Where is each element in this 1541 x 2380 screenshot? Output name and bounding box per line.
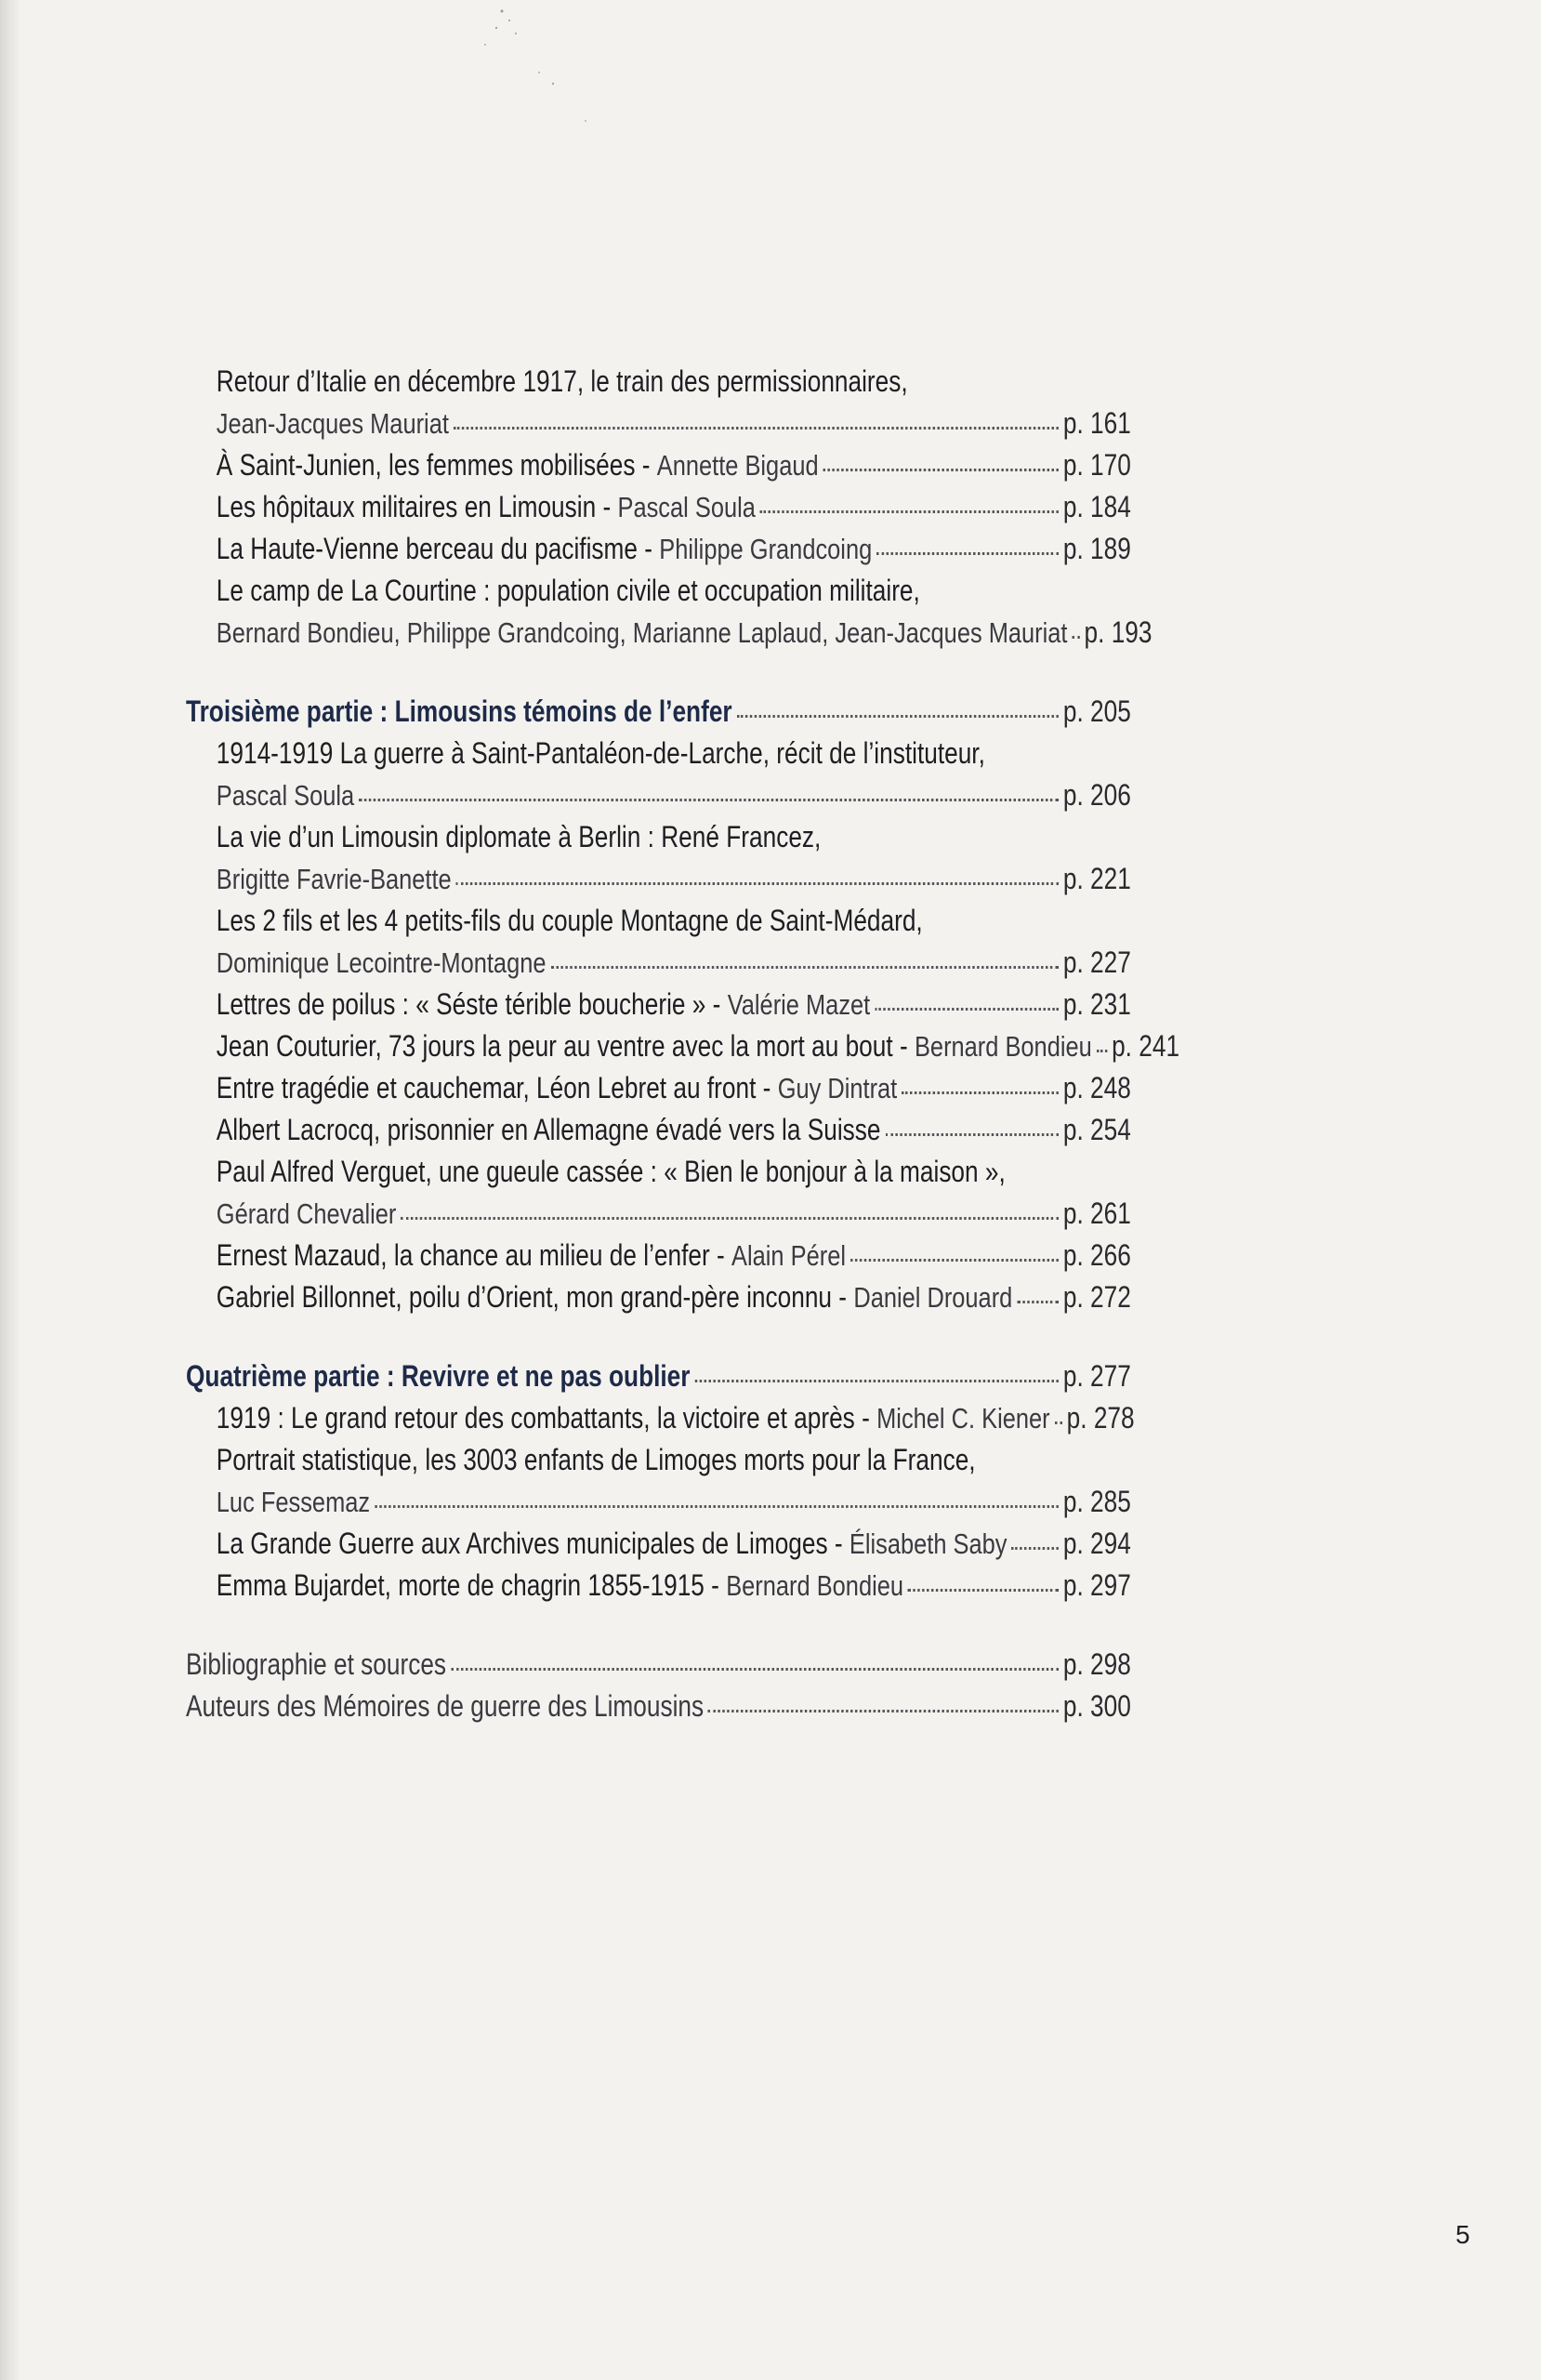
toc-entry-author: Brigitte Favrie-Banette xyxy=(216,863,452,895)
dot-leader xyxy=(401,1217,1059,1220)
toc-entry xyxy=(186,1523,1131,1565)
toc-part-title: Quatrième partie : Revivre et ne pas oublier xyxy=(186,1359,691,1393)
toc-entry-page: p. 297 xyxy=(1062,1568,1131,1602)
toc-entry-title xyxy=(186,1439,1131,1481)
toc-entry-author: Pascal Soula xyxy=(216,779,355,812)
toc-entry-page: p. 231 xyxy=(1062,987,1131,1021)
dot-leader xyxy=(708,1710,1059,1712)
toc-entry-title xyxy=(186,361,1131,403)
toc-entry-title-text: Jean Couturier, 73 jours la peur au ventre avec la mort au bout - xyxy=(216,1029,908,1063)
toc-entry-title xyxy=(186,733,1131,774)
dot-leader xyxy=(454,427,1059,430)
toc-entry xyxy=(186,1193,1131,1235)
dot-leader xyxy=(760,510,1059,513)
toc-entry-page: p. 221 xyxy=(1062,862,1131,895)
toc-part-page: p. 277 xyxy=(1062,1359,1131,1393)
toc-back-matter-entry xyxy=(186,1644,1131,1686)
toc-entry-title-text: Gabriel Billonnet, poilu d’Orient, mon grand-père inconnu - xyxy=(216,1280,848,1314)
toc-entry-page: p. 294 xyxy=(1062,1527,1131,1560)
toc-entry-author: Bernard Bondieu xyxy=(726,1569,904,1602)
toc-entry xyxy=(186,486,1131,528)
toc-entry-author: Dominique Lecointre-Montagne xyxy=(216,946,547,979)
toc-entry-author: Alain Pérel xyxy=(731,1239,846,1272)
toc-entry-title-text: Auteurs des Mémoires de guerre des Limousins xyxy=(186,1689,705,1723)
toc-entry xyxy=(186,984,1131,1025)
dot-leader xyxy=(694,1380,1059,1382)
toc-entry-page: p. 298 xyxy=(1062,1647,1131,1681)
toc-entry xyxy=(186,1109,1131,1151)
dot-leader xyxy=(875,1008,1059,1011)
toc-entry-page: p. 300 xyxy=(1062,1689,1131,1723)
dot-leader xyxy=(1097,1050,1107,1052)
toc-entry-page: p. 248 xyxy=(1062,1071,1131,1104)
toc-entry-page: p. 170 xyxy=(1062,448,1131,482)
toc-entry xyxy=(186,1565,1131,1606)
toc-entry xyxy=(186,1276,1131,1318)
toc-entry xyxy=(186,1235,1131,1276)
toc-entry-author: Daniel Drouard xyxy=(853,1281,1013,1314)
toc-entry-title-text: 1914-1919 La guerre à Saint-Pantaléon-de-Larche, récit de l’instituteur, xyxy=(216,736,985,770)
dot-leader xyxy=(1055,1421,1062,1424)
toc-entry-author: Bernard Bondieu, Philippe Grandcoing, Marianne Laplaud, Jean-Jacques Mauriat xyxy=(216,616,1068,649)
dot-leader xyxy=(550,966,1059,969)
toc-entry-author: Michel C. Kiener xyxy=(876,1402,1050,1435)
toc-entry-page: p. 161 xyxy=(1062,406,1131,440)
toc-entry-title-text: 1919 : Le grand retour des combattants, la victoire et après - xyxy=(216,1401,870,1435)
paper-speckle xyxy=(400,0,641,139)
toc-entry-title-text: Les hôpitaux militaires en Limousin - xyxy=(216,490,612,523)
toc-entry xyxy=(186,528,1131,570)
toc-entry-author: Annette Bigaud xyxy=(656,449,819,482)
toc-entry-page: p. 193 xyxy=(1084,615,1152,649)
dot-leader xyxy=(902,1091,1059,1094)
toc-entry-title xyxy=(186,570,1131,612)
dot-leader xyxy=(1017,1301,1059,1303)
dot-leader xyxy=(850,1259,1059,1262)
toc-entry-author: Gérard Chevalier xyxy=(216,1197,397,1230)
toc-entry xyxy=(186,403,1131,444)
toc-entry xyxy=(186,942,1131,984)
toc-entry-title-text: La vie d’un Limousin diplomate à Berlin : René Francez, xyxy=(216,820,822,853)
toc-entry-title-text: Entre tragédie et cauchemar, Léon Lebret au front - xyxy=(216,1071,771,1104)
toc-entry-title-text: Albert Lacrocq, prisonnier en Allemagne évadé vers la Suisse xyxy=(216,1113,881,1146)
toc-entry-page: p. 254 xyxy=(1062,1113,1131,1146)
toc-entry-author: Guy Dintrat xyxy=(777,1072,898,1104)
toc-entry xyxy=(186,612,1152,654)
toc-back-matter-entry xyxy=(186,1686,1131,1727)
toc-part-heading xyxy=(186,1355,1131,1397)
toc-entry-title xyxy=(186,1151,1131,1193)
toc-part-page: p. 205 xyxy=(1062,694,1131,728)
toc-entry-title-text: La Grande Guerre aux Archives municipales de Limoges - xyxy=(216,1527,843,1560)
dot-leader xyxy=(876,552,1059,555)
toc-entry-title-text: Emma Bujardet, morte de chagrin 1855-1915 - xyxy=(216,1568,719,1602)
toc-entry-page: p. 206 xyxy=(1062,778,1131,812)
toc-entry-page: p. 189 xyxy=(1062,532,1131,565)
toc-entry xyxy=(186,1481,1131,1523)
toc-entry-title-text: Ernest Mazaud, la chance au milieu de l’enfer - xyxy=(216,1238,725,1272)
dot-leader xyxy=(451,1668,1059,1671)
toc-entry-page: p. 272 xyxy=(1062,1280,1131,1314)
toc-entry xyxy=(186,1397,1135,1439)
dot-leader xyxy=(1011,1547,1058,1550)
toc-entry-title-text: La Haute-Vienne berceau du pacifisme - xyxy=(216,532,653,565)
toc-part-title: Troisième partie : Limousins témoins de l’enfer xyxy=(186,694,732,728)
dot-leader xyxy=(823,469,1059,471)
page-number: 5 xyxy=(1455,2220,1470,2249)
toc-entry-author: Élisabeth Saby xyxy=(849,1527,1008,1560)
toc-entry-title-text: Paul Alfred Verguet, une gueule cassée : « Bien le bonjour à la maison », xyxy=(216,1155,1006,1188)
dot-leader xyxy=(737,715,1059,718)
dot-leader xyxy=(908,1589,1059,1592)
toc-entry-author: Pascal Soula xyxy=(617,491,756,523)
toc-entry-author: Jean-Jacques Mauriat xyxy=(216,407,449,440)
toc-entry-title-text: Bibliographie et sources xyxy=(186,1647,447,1681)
toc-entry-page: p. 227 xyxy=(1062,945,1131,979)
toc-entry-author: Valérie Mazet xyxy=(727,988,871,1021)
toc-entry xyxy=(186,1067,1131,1109)
toc-entry-page: p. 184 xyxy=(1062,490,1131,523)
table-of-contents xyxy=(186,361,1180,1727)
toc-entry-page: p. 285 xyxy=(1062,1485,1131,1518)
dot-leader xyxy=(885,1133,1058,1136)
toc-entry-author: Bernard Bondieu xyxy=(914,1030,1092,1063)
toc-entry-page: p. 241 xyxy=(1112,1029,1180,1063)
toc-entry-page: p. 261 xyxy=(1062,1197,1131,1230)
dot-leader xyxy=(359,799,1059,801)
toc-entry-title-text: Retour d’Italie en décembre 1917, le train des permissionnaires, xyxy=(216,364,908,398)
toc-entry-title-text: Les 2 fils et les 4 petits-fils du couple Montagne de Saint-Médard, xyxy=(216,904,923,937)
toc-entry-title xyxy=(186,816,1131,858)
toc-entry-page: p. 278 xyxy=(1066,1401,1135,1435)
toc-entry-title-text: À Saint-Junien, les femmes mobilisées - xyxy=(216,448,651,482)
toc-part-heading xyxy=(186,691,1131,733)
toc-entry-title-text: Lettres de poilus : « Séste térible boucherie » - xyxy=(216,987,721,1021)
page-gutter-shadow xyxy=(0,0,20,2380)
toc-entry xyxy=(186,1025,1180,1067)
toc-entry xyxy=(186,444,1131,486)
toc-entry-title-text: Le camp de La Courtine : population civile et occupation militaire, xyxy=(216,574,920,607)
toc-entry xyxy=(186,858,1131,900)
dot-leader xyxy=(375,1505,1059,1508)
dot-leader xyxy=(456,882,1059,885)
dot-leader xyxy=(1072,636,1079,639)
toc-entry xyxy=(186,774,1131,816)
toc-entry-author: Luc Fessemaz xyxy=(216,1486,371,1518)
toc-entry-page: p. 266 xyxy=(1062,1238,1131,1272)
toc-entry-title xyxy=(186,900,1131,942)
toc-entry-title-text: Portrait statistique, les 3003 enfants de Limoges morts pour la France, xyxy=(216,1443,976,1476)
toc-entry-author: Philippe Grandcoing xyxy=(659,533,873,565)
